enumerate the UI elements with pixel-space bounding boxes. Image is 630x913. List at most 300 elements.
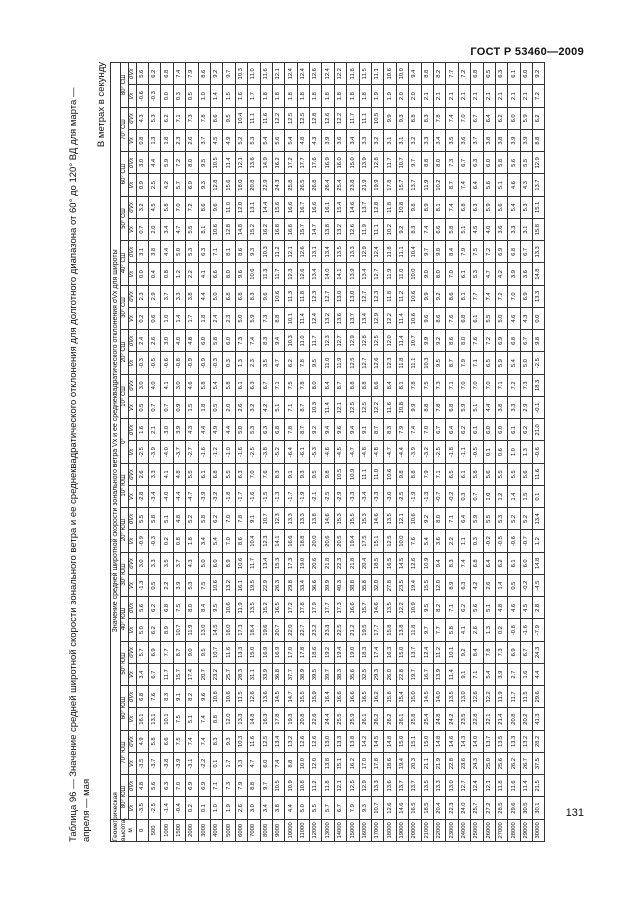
value-cell: 7.4 <box>446 196 458 218</box>
value-cell: 15.5 <box>347 508 359 530</box>
value-cell: 3.6 <box>495 219 507 241</box>
value-cell: 27.8 <box>384 575 396 597</box>
value-cell: 8.6 <box>198 196 210 218</box>
value-cell: 7.2 <box>495 285 507 307</box>
value-cell: 4.6 <box>508 308 520 330</box>
value-cell: 13.3 <box>285 508 297 530</box>
value-cell: 12.6 <box>384 797 396 819</box>
value-cell: 5.8 <box>495 152 507 174</box>
vx-header: Vx <box>128 708 136 730</box>
value-cell: 9.5 <box>310 463 322 485</box>
value-cell: -2.5 <box>248 441 260 463</box>
value-cell: 24.3 <box>471 753 483 775</box>
value-cell: 11.2 <box>310 775 322 797</box>
value-cell: 5.3 <box>186 241 198 263</box>
value-cell: 2.2 <box>446 530 458 552</box>
value-cell: 37.5 <box>533 753 545 775</box>
value-cell: 0.6 <box>148 308 160 330</box>
value-cell: 6.1 <box>508 419 520 441</box>
value-cell: 12.1 <box>272 63 284 86</box>
value-cell: -4.7 <box>384 441 396 463</box>
value-cell: 8.6 <box>235 241 247 263</box>
value-cell: 10.7 <box>396 152 408 174</box>
value-cell: 1.2 <box>533 530 545 552</box>
value-cell: 15.0 <box>409 686 421 708</box>
value-cell: 13.7 <box>409 775 421 797</box>
value-cell: 12.7 <box>372 263 384 285</box>
value-cell: 5.8 <box>148 730 160 752</box>
value-cell: 3.3 <box>148 463 160 485</box>
altitude-cell: 10000 <box>285 819 297 841</box>
value-cell: 26.1 <box>359 708 371 730</box>
value-cell: 7.8 <box>483 641 495 663</box>
value-cell: 21.8 <box>347 552 359 574</box>
value-cell: 3.8 <box>186 285 198 307</box>
value-cell: 2.1 <box>483 85 495 107</box>
value-cell: 3.5 <box>446 130 458 152</box>
value-cell: 25.9 <box>347 708 359 730</box>
sigma-header: σVx <box>128 374 136 396</box>
value-cell: 5.0 <box>198 552 210 574</box>
value-cell: 1.7 <box>223 753 235 775</box>
value-cell: -1.6 <box>235 441 247 463</box>
value-cell: 5.5 <box>186 219 198 241</box>
value-cell: 14.6 <box>322 508 334 530</box>
value-cell: 7.9 <box>458 241 470 263</box>
value-cell: 1.9 <box>223 797 235 819</box>
table-row <box>359 63 371 842</box>
value-cell: 9.2 <box>433 330 445 352</box>
value-cell: 7.4 <box>272 753 284 775</box>
value-cell: 4.5 <box>210 130 222 152</box>
value-cell: 12.7 <box>359 285 371 307</box>
altitude-cell: 0 <box>136 819 148 841</box>
value-cell: 11.5 <box>359 63 371 86</box>
value-cell: 11.2 <box>433 641 445 663</box>
value-cell: 18.5 <box>421 797 433 819</box>
value-cell: 12.7 <box>359 352 371 374</box>
value-cell: 16.9 <box>272 641 284 663</box>
altitude-cell: 17000 <box>372 819 384 841</box>
value-cell: 7.9 <box>458 352 470 374</box>
value-cell: 1.6 <box>136 419 148 441</box>
latitude-header: 30° СШ <box>121 285 129 330</box>
value-cell: 3.8 <box>495 130 507 152</box>
value-cell: 5.0 <box>136 619 148 641</box>
value-cell: 9.2 <box>210 63 222 86</box>
value-cell: 6.2 <box>148 619 160 641</box>
value-cell: 26.4 <box>322 174 334 196</box>
value-cell: 12.7 <box>458 775 470 797</box>
vx-header: Vx <box>128 441 136 463</box>
value-cell: 5.9 <box>161 152 173 174</box>
value-cell: 16.0 <box>334 152 346 174</box>
value-cell: 6.8 <box>458 196 470 218</box>
value-cell: 8.6 <box>433 308 445 330</box>
value-cell: 2.3 <box>136 285 148 307</box>
sigma-header: σVx <box>128 730 136 752</box>
value-cell: 8.4 <box>198 597 210 619</box>
value-cell: 7.0 <box>223 508 235 530</box>
value-cell: -2.5 <box>136 441 148 463</box>
value-cell: 9.6 <box>210 196 222 218</box>
value-cell: 7.1 <box>433 463 445 485</box>
value-cell: 11.0 <box>372 463 384 485</box>
value-cell: 26.3 <box>272 575 284 597</box>
value-cell: 13.8 <box>322 753 334 775</box>
altitude-cell: 23000 <box>446 819 458 841</box>
value-cell: 15.6 <box>223 174 235 196</box>
value-cell: -3.3 <box>372 486 384 508</box>
value-cell: 11.9 <box>186 619 198 641</box>
value-cell: 8.3 <box>210 730 222 752</box>
value-cell: 0.7 <box>161 397 173 419</box>
value-cell: 5.4 <box>483 664 495 686</box>
value-cell: 7.7 <box>446 63 458 86</box>
value-cell: 32.0 <box>372 575 384 597</box>
value-cell: 17.6 <box>310 152 322 174</box>
value-cell: 12.9 <box>347 330 359 352</box>
value-cell: 9.2 <box>433 285 445 307</box>
value-cell: 0.1 <box>533 486 545 508</box>
table-row <box>148 63 160 842</box>
value-cell: 5.7 <box>136 641 148 663</box>
value-cell: 12.6 <box>372 352 384 374</box>
value-cell: 4.6 <box>508 597 520 619</box>
value-cell: 6.8 <box>446 397 458 419</box>
value-cell: 23.2 <box>310 619 322 641</box>
value-cell: 5.6 <box>471 597 483 619</box>
value-cell: 1.8 <box>198 308 210 330</box>
value-cell: 3.0 <box>161 330 173 352</box>
value-cell: 3.7 <box>173 552 185 574</box>
table-row <box>173 63 185 842</box>
value-cell: 10.3 <box>285 330 297 352</box>
value-cell: 4.3 <box>520 308 532 330</box>
vx-header: Vx <box>128 130 136 152</box>
value-cell: 13.8 <box>347 730 359 752</box>
value-cell: -0.8 <box>508 619 520 641</box>
value-cell: 7.0 <box>458 374 470 396</box>
value-cell: 6.9 <box>508 641 520 663</box>
value-cell: 3.3 <box>359 130 371 152</box>
value-cell: 15.3 <box>272 552 284 574</box>
value-cell: 9.1 <box>173 686 185 708</box>
value-cell: 7.0 <box>248 463 260 485</box>
value-cell: 4.5 <box>148 196 160 218</box>
value-cell: 13.3 <box>347 241 359 263</box>
value-cell: 7.4 <box>458 552 470 574</box>
value-cell: 13.5 <box>334 241 346 263</box>
value-cell: -2.7 <box>186 441 198 463</box>
value-cell: 12.9 <box>359 775 371 797</box>
altitude-cell: 5000 <box>223 819 235 841</box>
value-cell: 12.4 <box>285 63 297 86</box>
value-cell: 6.6 <box>161 730 173 752</box>
value-cell: 11.0 <box>396 263 408 285</box>
value-cell: 11.1 <box>409 352 421 374</box>
value-cell: 6.0 <box>210 552 222 574</box>
value-cell: 6.7 <box>520 641 532 663</box>
sigma-header: σVx <box>128 241 136 263</box>
value-cell: 5.2 <box>186 508 198 530</box>
value-cell: 14.0 <box>433 686 445 708</box>
value-cell: 4.1 <box>198 263 210 285</box>
standard-number: ГОСТ Р 53460—2009 <box>470 46 584 58</box>
value-cell: 12.6 <box>248 686 260 708</box>
value-cell: 8.8 <box>421 63 433 86</box>
value-cell: 15.1 <box>334 753 346 775</box>
value-cell: -1.6 <box>248 486 260 508</box>
value-cell: 8.8 <box>285 753 297 775</box>
value-cell: -0.2 <box>446 486 458 508</box>
value-cell: 10.3 <box>235 63 247 86</box>
value-cell: 8.3 <box>248 285 260 307</box>
value-cell: 11.9 <box>334 352 346 374</box>
value-cell: 7.4 <box>458 174 470 196</box>
value-cell: 20.0 <box>310 530 322 552</box>
value-cell: 16.5 <box>384 552 396 574</box>
value-cell: 9.0 <box>186 641 198 663</box>
value-cell: 7.1 <box>471 664 483 686</box>
value-cell: 7.6 <box>260 463 272 485</box>
value-cell: 14.6 <box>372 508 384 530</box>
table-row <box>533 63 545 842</box>
value-cell: 5.8 <box>210 330 222 352</box>
value-cell: 4.2 <box>260 397 272 419</box>
value-cell: 9.2 <box>396 219 408 241</box>
value-cell: 15.4 <box>334 196 346 218</box>
value-cell: 16.0 <box>223 619 235 641</box>
table-row <box>334 63 346 842</box>
value-cell: 11.3 <box>260 263 272 285</box>
value-cell: 9.5 <box>198 641 210 663</box>
value-cell: 16.9 <box>260 641 272 663</box>
value-cell: -5.3 <box>310 441 322 463</box>
value-cell: 9.3 <box>359 797 371 819</box>
value-cell: 16.4 <box>322 686 334 708</box>
value-cell: 12.5 <box>297 107 309 129</box>
value-cell: 6.1 <box>198 463 210 485</box>
value-cell: -0.3 <box>148 530 160 552</box>
value-cell: 14.8 <box>384 730 396 752</box>
vx-header: Vx <box>128 575 136 597</box>
value-cell: 13.3 <box>508 730 520 752</box>
table-row <box>421 63 433 842</box>
value-cell: -0.8 <box>173 352 185 374</box>
altitude-header: Геометрическая высота, м <box>111 819 137 841</box>
value-cell: 17.9 <box>310 597 322 619</box>
value-cell: 7.0 <box>458 107 470 129</box>
value-cell: 4.3 <box>186 552 198 574</box>
value-cell: 16.2 <box>347 753 359 775</box>
vx-header: Vx <box>128 219 136 241</box>
value-cell: 7.0 <box>471 374 483 396</box>
value-cell: 11.7 <box>347 107 359 129</box>
value-cell: 7.1 <box>210 241 222 263</box>
value-cell: 18.0 <box>235 174 247 196</box>
altitude-cell: 12000 <box>310 819 322 841</box>
value-cell: 5.8 <box>198 508 210 530</box>
latitude-header: 20° ЮШ <box>121 508 129 553</box>
value-cell: 3.1 <box>136 241 148 263</box>
value-cell: 25.4 <box>421 708 433 730</box>
value-cell: 2.6 <box>148 330 160 352</box>
value-cell: 13.0 <box>322 730 334 752</box>
value-cell: 7.5 <box>471 241 483 263</box>
value-cell: 2.9 <box>520 397 532 419</box>
value-cell: 8.7 <box>297 397 309 419</box>
value-cell: 5.8 <box>446 219 458 241</box>
value-cell: 15.7 <box>359 597 371 619</box>
value-cell: 2.2 <box>186 263 198 285</box>
value-cell: 6.8 <box>508 241 520 263</box>
value-cell: 17.7 <box>297 152 309 174</box>
value-cell: 23.8 <box>347 174 359 196</box>
value-cell: 5.1 <box>495 174 507 196</box>
value-cell: 1.3 <box>520 441 532 463</box>
value-cell: -3.1 <box>186 753 198 775</box>
value-cell: 6.7 <box>471 107 483 129</box>
value-cell: 17.3 <box>334 597 346 619</box>
value-cell: 15.7 <box>396 174 408 196</box>
table-row <box>372 63 384 842</box>
latitude-header: 40° ЮШ <box>121 597 129 642</box>
value-cell: 3.5 <box>260 352 272 374</box>
value-cell: 6.2 <box>148 597 160 619</box>
value-cell: 6.9 <box>186 775 198 797</box>
value-cell: 4.0 <box>173 330 185 352</box>
value-cell: 9.0 <box>433 241 445 263</box>
value-cell: 7.5 <box>198 575 210 597</box>
value-cell: 1.6 <box>235 85 247 107</box>
sigma-header: σVx <box>128 63 136 86</box>
altitude-cell: 7000 <box>248 819 260 841</box>
table-row <box>297 63 309 842</box>
value-cell: 9.9 <box>421 285 433 307</box>
value-cell: 6.2 <box>210 508 222 530</box>
value-cell: 12.5 <box>347 775 359 797</box>
value-cell: 7.4 <box>409 419 421 441</box>
value-cell: 13.3 <box>297 508 309 530</box>
value-cell: 12.6 <box>471 686 483 708</box>
value-cell: 5.6 <box>495 196 507 218</box>
value-cell: 3.8 <box>495 397 507 419</box>
value-cell: 12.8 <box>372 152 384 174</box>
value-cell: 9.7 <box>421 619 433 641</box>
value-cell: 2.1 <box>148 419 160 441</box>
value-cell: 12.8 <box>359 330 371 352</box>
value-cell: 9.4 <box>322 419 334 441</box>
value-cell: 13.4 <box>272 730 284 752</box>
value-cell: 14.5 <box>272 686 284 708</box>
value-cell: 9.3 <box>248 241 260 263</box>
value-cell: 3.3 <box>148 552 160 574</box>
value-cell: 15.3 <box>359 508 371 530</box>
value-cell: 6.7 <box>520 330 532 352</box>
value-cell: 0.1 <box>198 797 210 819</box>
value-cell: 11.1 <box>372 63 384 86</box>
value-cell: 12.3 <box>322 330 334 352</box>
value-cell: 16.6 <box>285 530 297 552</box>
value-cell: 8.4 <box>384 374 396 396</box>
value-cell: 7.6 <box>446 308 458 330</box>
value-cell: 3.1 <box>384 130 396 152</box>
value-cell: 16.9 <box>322 152 334 174</box>
value-cell: 6.3 <box>235 463 247 485</box>
value-cell: 4.4 <box>161 241 173 263</box>
value-cell: 10.6 <box>210 575 222 597</box>
value-cell: 8.3 <box>272 463 284 485</box>
value-cell: 12.5 <box>285 107 297 129</box>
value-cell: 17.0 <box>359 753 371 775</box>
value-cell: 13.2 <box>223 575 235 597</box>
value-cell: 3.2 <box>248 397 260 419</box>
value-cell: 12.5 <box>384 530 396 552</box>
value-cell: 12.4 <box>297 63 309 86</box>
value-cell: 7.1 <box>210 775 222 797</box>
value-cell: 10.6 <box>223 597 235 619</box>
value-cell: 16.6 <box>285 196 297 218</box>
latitude-header: 20° СШ <box>121 330 129 375</box>
value-cell: -4.0 <box>161 486 173 508</box>
value-cell: 14.6 <box>446 730 458 752</box>
value-cell: 22.0 <box>285 619 297 641</box>
value-cell: 21.8 <box>322 552 334 574</box>
value-cell: 21.0 <box>533 419 545 441</box>
value-cell: 10.6 <box>384 63 396 86</box>
value-cell: 3.9 <box>520 130 532 152</box>
value-cell: 20.8 <box>248 174 260 196</box>
value-cell: 22.3 <box>446 797 458 819</box>
value-cell: 5.6 <box>272 130 284 152</box>
value-cell: 12.7 <box>334 330 346 352</box>
value-cell: 7.8 <box>409 374 421 396</box>
data-table <box>110 62 545 842</box>
value-cell: 14.9 <box>260 152 272 174</box>
table-row <box>260 63 272 842</box>
value-cell: -1.9 <box>409 486 421 508</box>
value-cell: 9.6 <box>334 419 346 441</box>
value-cell: 4.9 <box>223 130 235 152</box>
value-cell: 24.8 <box>433 708 445 730</box>
value-cell: 0.8 <box>136 130 148 152</box>
value-cell: 2.0 <box>409 85 421 107</box>
value-cell: 8.3 <box>409 219 421 241</box>
altitude-cell: 19000 <box>396 819 408 841</box>
value-cell: 14.6 <box>396 797 408 819</box>
value-cell: 40.3 <box>334 575 346 597</box>
value-cell: 6.4 <box>458 508 470 530</box>
sigma-header: σVx <box>128 508 136 530</box>
value-cell: 2.1 <box>433 85 445 107</box>
altitude-cell: 27000 <box>495 819 507 841</box>
value-cell: 16.2 <box>260 219 272 241</box>
value-cell: 10.7 <box>260 508 272 530</box>
value-cell: 8.7 <box>334 374 346 396</box>
value-cell: 26.2 <box>384 708 396 730</box>
value-cell: 7.4 <box>446 107 458 129</box>
value-cell: 12.2 <box>272 107 284 129</box>
value-cell: 8.8 <box>272 308 284 330</box>
table-row <box>310 63 322 842</box>
sigma-header: σVx <box>128 107 136 129</box>
value-cell: 9.8 <box>396 463 408 485</box>
value-cell: 6.8 <box>136 686 148 708</box>
value-cell: 7.3 <box>223 775 235 797</box>
value-cell: 16.5 <box>272 597 284 619</box>
latitude-header: 60° СШ <box>121 152 129 197</box>
